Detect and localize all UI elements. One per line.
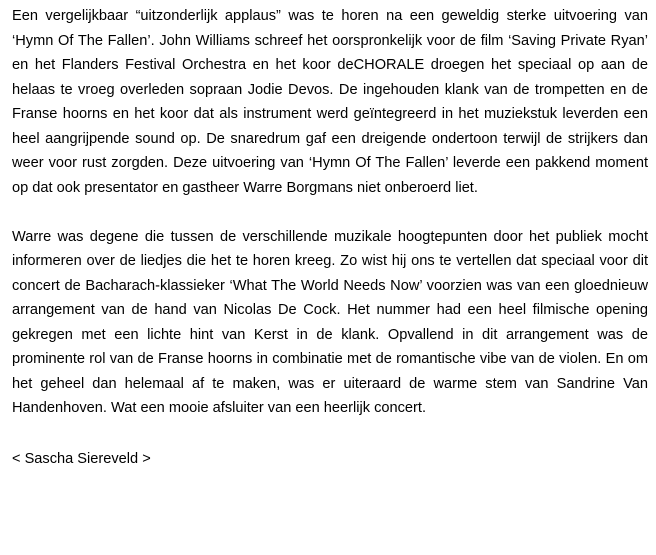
- article-body: [12, 4, 648, 471]
- author-byline: < Sascha Siereveld >: [12, 450, 151, 467]
- article-paragraph-2: Warre was degene die tussen de verschillende muzikale hoogtepunten door het publiek mocht informeren over de liedjes die het te horen kreeg. Zo wist hij ons te vertellen dat speciaal voor dit concert de Bacharach-klassieker ‘What The World Needs Now’ voorzien was van een gloednieuw arrangement van de hand van Nicolas De Cock. Het nummer had een heel filmische opening gekregen met een lichte hint van Kerst in de klank. Opvallend in dit arrangement was de prominente rol van de Franse hoorns in combinatie met de romantische vibe van de violen. En om het geheel dan helemaal af te maken, was er uiteraard de warme stem van Sandrine Van Handenhoven. Wat een mooie afsluiter van een heerlijk concert.: [12, 228, 648, 416]
- article-paragraph-1: Een vergelijkbaar “uitzonderlijk applaus” was te horen na een geweldig sterke uitvoering van ‘Hymn Of The Fallen’. John Williams schreef het oorspronkelijk voor de film ‘Saving Private Ryan’ en het Flanders Festival Orchestra en het koor deCHORALE droegen het speciaal op aan de helaas te vroeg overleden sopraan Jodie Devos. De ingehouden klank van de trompetten en de Franse hoorns en het koor dat als instrument werd geïntegreerd in het muziekstuk leverden een heel aangrijpende sound op. De snaredrum gaf een dreigende ondertoon terwijl de strijkers dan weer voor rust zorgden. Deze uitvoering van ‘Hymn Of The Fallen’ leverde een pakkend moment op dat ook presentator en gastheer Warre Borgmans niet onberoerd liet.: [12, 8, 648, 196]
